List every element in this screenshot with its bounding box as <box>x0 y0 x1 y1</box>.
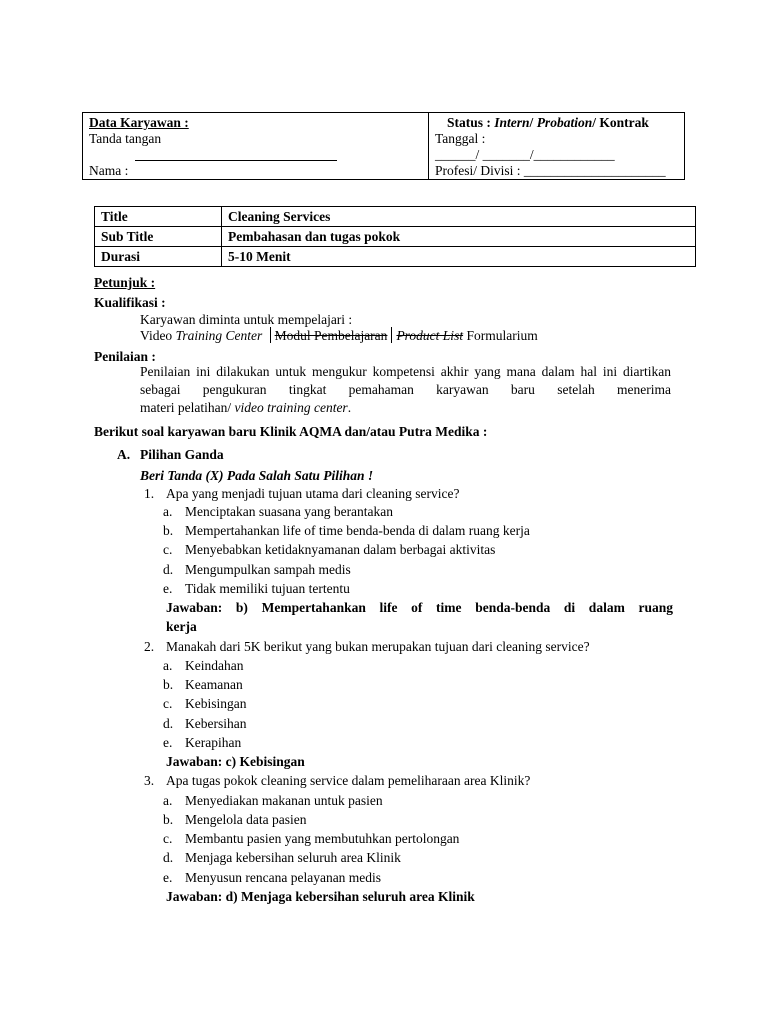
option-letter[interactable]: a. <box>163 504 173 519</box>
name-label: Nama : <box>89 163 129 178</box>
option-text[interactable]: Keamanan <box>185 677 243 692</box>
option-letter[interactable]: b. <box>163 812 174 827</box>
signature-label: Tanda tangan <box>89 131 162 146</box>
employee-data-box <box>82 112 685 180</box>
table-row <box>95 247 696 267</box>
option-text[interactable]: Keindahan <box>185 658 244 673</box>
option-letter[interactable]: e. <box>163 581 173 596</box>
question-text: Apa tugas pokok cleaning service dalam pemeliharaan area Klinik? <box>166 773 531 788</box>
info-key: Durasi <box>95 247 222 267</box>
status-probation[interactable]: Probation <box>536 115 593 130</box>
option-text[interactable]: Kebisingan <box>185 696 247 711</box>
separator <box>270 327 271 343</box>
option-text[interactable]: Membantu pasien yang membutuhkan pertolongan <box>185 831 460 846</box>
option-letter[interactable]: b. <box>163 677 174 692</box>
question-number: 2. <box>144 639 155 654</box>
signature-line[interactable] <box>135 160 337 161</box>
option-letter[interactable]: a. <box>163 793 173 808</box>
penilaian-text-end-plain: materi pelatihan/ <box>140 400 232 415</box>
option-text[interactable]: Menyediakan makanan untuk pasien <box>185 793 383 808</box>
question-number: 3. <box>144 773 155 788</box>
option-letter[interactable]: b. <box>163 523 174 538</box>
option-text[interactable]: Mengumpulkan sampah medis <box>185 562 351 577</box>
answer-text: Jawaban: d) Menjaga kebersihan seluruh area Klinik <box>166 889 475 904</box>
kualifikasi-intro: Karyawan diminta untuk mempelajari : <box>140 312 353 327</box>
status-line: Status : Intern/ Probation/ Kontrak <box>447 115 649 130</box>
option-letter[interactable]: d. <box>163 716 174 731</box>
penilaian-text-end-dot: . <box>347 400 352 415</box>
date-field[interactable]: ______/ _______/____________ <box>435 147 615 162</box>
answer-text: Jawaban: b) Mempertahankan life of time benda-benda di dalam ruang <box>166 600 673 615</box>
option-letter[interactable]: e. <box>163 735 173 750</box>
info-key: Sub Title <box>95 227 222 247</box>
video-training-center: Training Center <box>175 328 263 343</box>
info-value: Pembahasan dan tugas pokok <box>222 227 696 247</box>
option-letter[interactable]: c. <box>163 831 173 846</box>
petunjuk-heading: Petunjuk : <box>94 275 156 290</box>
option-text[interactable]: Tidak memiliki tujuan tertentu <box>185 581 350 596</box>
option-letter[interactable]: d. <box>163 562 174 577</box>
info-value: 5-10 Menit <box>222 247 696 267</box>
status-kontrak[interactable]: Kontrak <box>599 115 649 130</box>
answer-text-cont: kerja <box>166 619 197 634</box>
product-list: Product List <box>396 328 464 343</box>
table-row <box>95 207 696 227</box>
table-row <box>95 227 696 247</box>
soal-intro: Berikut soal karyawan baru Klinik AQMA dan/atau Putra Medika : <box>94 424 488 439</box>
module-info-table <box>94 206 696 267</box>
employee-data-title: Data Karyawan : <box>89 115 189 130</box>
section-a-marker: A. <box>117 447 131 462</box>
option-text[interactable]: Menciptakan suasana yang berantakan <box>185 504 394 519</box>
option-letter[interactable]: c. <box>163 542 173 557</box>
modul-pembelajaran: Modul Pembelajaran <box>274 328 388 343</box>
option-text[interactable]: Mempertahankan life of time benda-benda di dalam ruang kerja <box>185 523 530 538</box>
penilaian-heading: Penilaian : <box>94 349 156 364</box>
option-text[interactable]: Menyebabkan ketidaknyamanan dalam berbagai aktivitas <box>185 542 496 557</box>
question-text: Manakah dari 5K berikut yang bukan merupakan tujuan dari cleaning service? <box>166 639 590 654</box>
separator <box>391 327 392 343</box>
employee-status-right <box>429 113 684 179</box>
date-label: Tanggal : <box>435 131 486 146</box>
section-a-instruction: Beri Tanda (X) Pada Salah Satu Pilihan ! <box>140 468 374 483</box>
penilaian-text-end-italic: video training center <box>234 400 348 415</box>
option-letter[interactable]: c. <box>163 696 173 711</box>
profession-field[interactable]: Profesi/ Divisi : _____________________ <box>435 163 666 178</box>
info-key: Title <box>95 207 222 227</box>
option-letter[interactable]: d. <box>163 850 174 865</box>
status-intern[interactable]: Intern <box>494 115 530 130</box>
option-text[interactable]: Kerapihan <box>185 735 242 750</box>
answer-text: Jawaban: c) Kebisingan <box>166 754 305 769</box>
video-prefix: Video <box>140 328 173 343</box>
employee-data-left <box>83 113 429 179</box>
kualifikasi-heading: Kualifikasi : <box>94 295 166 310</box>
status-label: Status : <box>447 115 491 130</box>
section-a-title: Pilihan Ganda <box>140 447 224 462</box>
question-text: Apa yang menjadi tujuan utama dari cleaning service? <box>166 486 460 501</box>
option-text[interactable]: Menjaga kebersihan seluruh area Klinik <box>185 850 401 865</box>
option-letter[interactable]: a. <box>163 658 173 673</box>
option-text[interactable]: Kebersihan <box>185 716 247 731</box>
penilaian-text: Penilaian ini dilakukan untuk mengukur kompetensi akhir yang mana dalam hal ini diartikan sebagai pengukuran tingkat pemahaman karyawan baru setelah menerima <box>140 364 671 397</box>
option-text[interactable]: Menyusun rencana pelayanan medis <box>185 870 382 885</box>
info-value: Cleaning Services <box>222 207 696 227</box>
formularium: Formularium <box>466 328 538 343</box>
penilaian-text-end <box>140 399 351 417</box>
question-number: 1. <box>144 486 155 501</box>
kualifikasi-materials <box>140 327 538 345</box>
option-letter[interactable]: e. <box>163 870 173 885</box>
option-text[interactable]: Mengelola data pasien <box>185 812 307 827</box>
